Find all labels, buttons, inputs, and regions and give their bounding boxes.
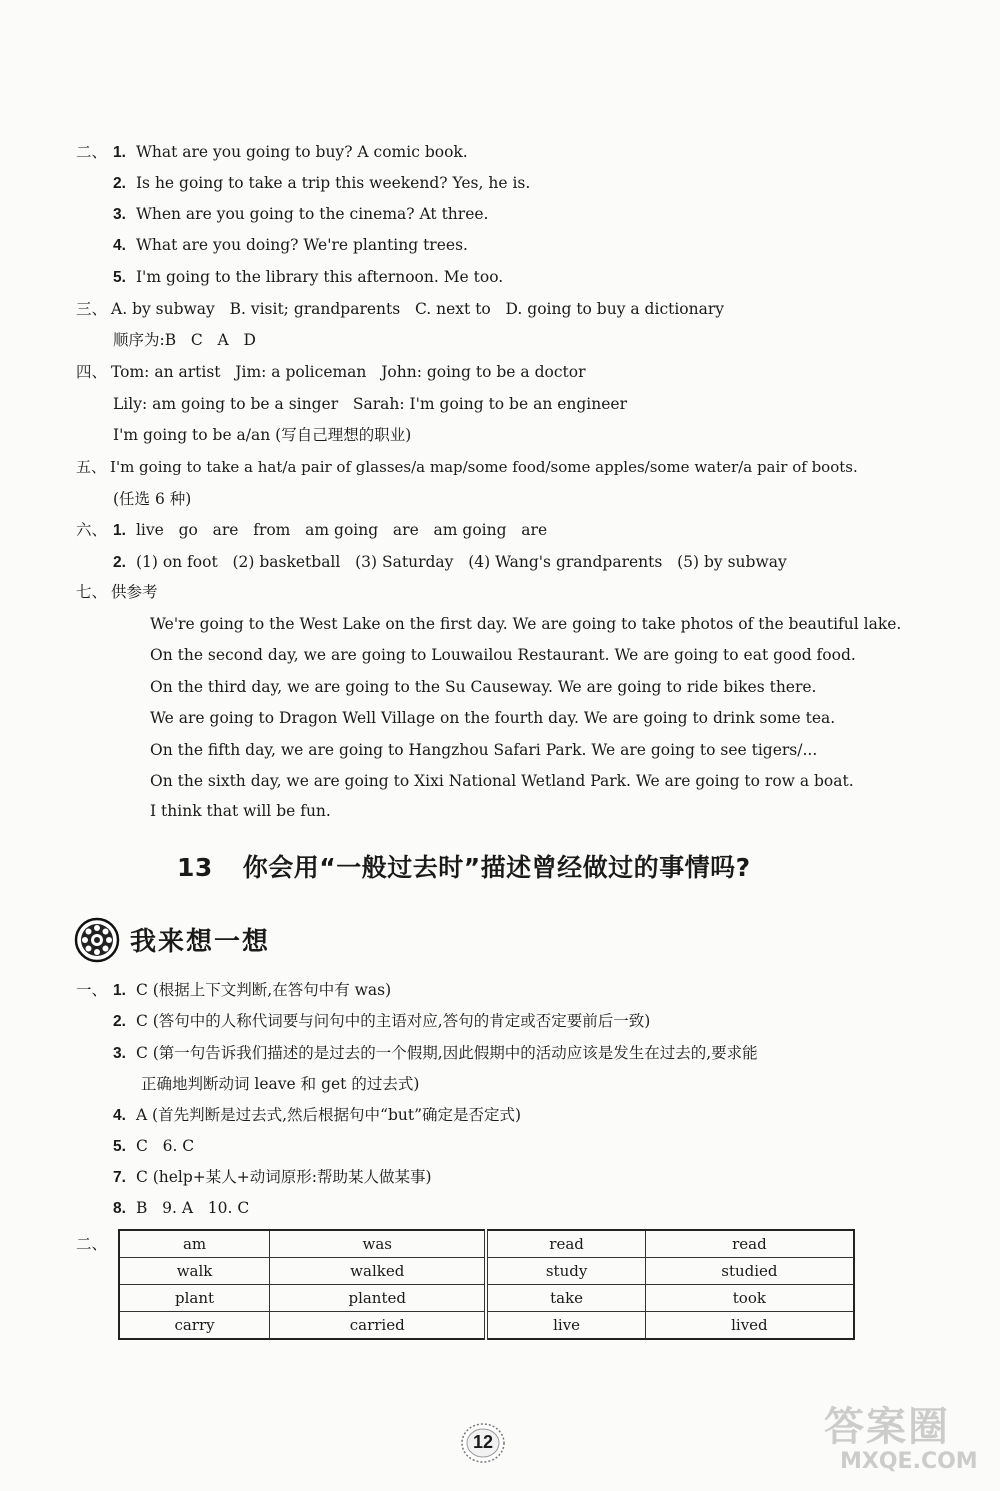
table-cell: studied [645,1258,854,1285]
sec7-line-4: We are going to Dragon Well Village on the fourth day. We are going to drink some tea. [150,709,836,727]
watermark-line-2: MXQE.COM [840,1449,978,1474]
watermark-logo [820,1395,990,1485]
part2-marker: 二、 [76,1235,108,1253]
table-cell: carry [119,1312,270,1340]
sec3-order: 顺序为:B C A D [113,331,256,349]
table-cell: carried [270,1312,487,1340]
table-cell: was [270,1230,487,1258]
table-row [119,1312,854,1340]
table-cell: live [486,1312,645,1340]
table-cell: read [486,1230,645,1258]
part1-item-4: 4. A (首先判断是过去式,然后根据句中“but”确定是否定式) [113,1106,522,1124]
table-cell: am [119,1230,270,1258]
sec7-line-7: I think that will be fun. [150,802,331,820]
chapter-title [177,848,751,884]
part1-item-3-cont: 正确地判断动词 leave 和 get 的过去式) [141,1075,420,1093]
sec2-marker: 二、 [76,143,108,161]
table-cell: planted [270,1285,487,1312]
page-number-text: 12 [472,1432,494,1452]
sec5-line-1: 五、 I'm going to take a hat/a pair of glasses/a map/some food/some apples/some water/a pair of boots. [76,458,858,476]
table-cell: read [645,1230,854,1258]
sec6-item-1: 1. live go are from am going are am going are [113,521,548,539]
table-cell: take [486,1285,645,1312]
verb-table [118,1229,855,1340]
chapter-number: 13 [177,853,213,882]
table-cell: lived [645,1312,854,1340]
gear-icon [74,917,120,963]
think-section-header [74,917,314,963]
sec6-marker: 六、 [76,521,108,539]
sec7-line-6: On the sixth day, we are going to Xixi National Wetland Park. We are going to row a boat. [150,772,854,790]
sec5-line-2: (任选 6 种) [113,490,192,508]
part1-item-2: 2. C (答句中的人称代词要与问句中的主语对应,答句的肯定或否定要前后一致) [113,1012,651,1030]
table-cell: study [486,1258,645,1285]
table-cell: walk [119,1258,270,1285]
sec2-item-1: 1. What are you going to buy? A comic book. [113,143,468,161]
sec6-item-2: 2. (1) on foot (2) basketball (3) Saturday (4) Wang's grandparents (5) by subway [113,553,787,571]
sec7-line-3: On the third day, we are going to the Su Causeway. We are going to ride bikes there. [150,678,817,696]
table-row [119,1230,854,1258]
part1-item-8-10: 8. B 9. A 10. C [113,1199,250,1217]
sec2-item-4: 4. What are you doing? We're planting trees. [113,236,468,254]
sec7-heading: 七、 供参考 [76,583,158,601]
table-cell: walked [270,1258,487,1285]
part1-item-1: 1. C (根据上下文判断,在答句中有 was) [113,981,392,999]
sec4-line-3: I'm going to be a/an (写自己理想的职业) [113,426,412,444]
part1-item-7: 7. C (help+某人+动词原形:帮助某人做某事) [113,1168,432,1186]
page-number [460,1419,506,1465]
chapter-title-text: 你会用“一般过去时”描述曾经做过的事情吗? [242,853,751,882]
sec4-line-2: Lily: am going to be a singer Sarah: I'm going to be an engineer [113,395,628,413]
sec2-item-3: 3. When are you going to the cinema? At three. [113,205,489,223]
sec7-line-5: On the fifth day, we are going to Hangzhou Safari Park. We are going to see tigers/... [150,741,818,759]
sec7-line-2: On the second day, we are going to Louwailou Restaurant. We are going to eat good food. [150,646,856,664]
watermark-line-1: 答案圈 [824,1404,950,1450]
table-cell: took [645,1285,854,1312]
sec7-line-1: We're going to the West Lake on the first day. We are going to take photos of the beautiful lake. [150,615,902,633]
part1-marker: 一、 [76,981,108,999]
table-row [119,1285,854,1312]
sec3-line: 三、 A. by subway B. visit; grandparents C. next to D. going to buy a dictionary [76,300,725,318]
part1-item-5-6: 5. C 6. C [113,1137,195,1155]
think-section-title: 我来想一想 [130,927,271,957]
table-cell: plant [119,1285,270,1312]
sec2-item-5: 5. I'm going to the library this afternoon. Me too. [113,268,504,286]
table-row [119,1258,854,1285]
part1-item-3: 3. C (第一句告诉我们描述的是过去的一个假期,因此假期中的活动应该是发生在过去的,要求能 [113,1044,758,1062]
sec2-item-2: 2. Is he going to take a trip this weekend? Yes, he is. [113,174,531,192]
sec4-line-1: 四、 Tom: an artist Jim: a policeman John: going to be a doctor [76,363,586,381]
